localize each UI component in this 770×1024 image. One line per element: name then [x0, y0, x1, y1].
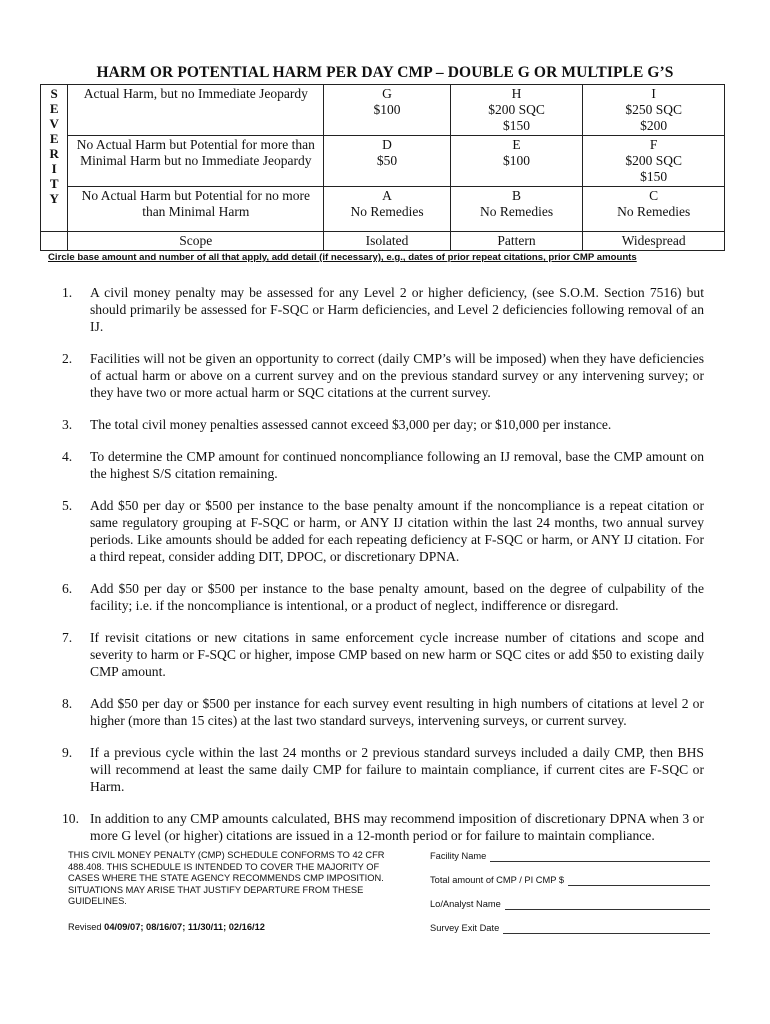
list-item: [62, 810, 704, 844]
severity-label-potential-more-than-minimal: No Actual Harm but Potential for more than Minimal Harm but no Immediate Jeopardy: [68, 136, 324, 187]
item-number: 1.: [62, 285, 73, 300]
list-item: [62, 497, 704, 565]
table-row: [41, 187, 725, 232]
item-number: 4.: [62, 449, 73, 464]
facility-name-field[interactable]: [430, 850, 710, 862]
item-text: Facilities will not be given an opportunity to correct (daily CMP’s will be imposed) when they have deficiencies of actual harm or above on a current survey and on the previous standard survey or any intervening survey; or they have two or more actual harm or SQC citations at the current survey.: [90, 351, 704, 400]
scope-pattern: Pattern: [450, 232, 583, 251]
table-row: [41, 232, 725, 251]
list-item: [62, 629, 704, 680]
page-title: HARM OR POTENTIAL HARM PER DAY CMP – DOUBLE G OR MULTIPLE G’S: [96, 64, 674, 81]
severity-letter: E: [49, 101, 59, 116]
cell-h: H $200 SQC $150: [450, 85, 583, 136]
item-number: 7.: [62, 630, 73, 645]
cell-c: C No Remedies: [583, 187, 725, 232]
item-text: The total civil money penalties assessed cannot exceed $3,000 per day; or $10,000 per instance.: [90, 417, 612, 432]
severity-letter: Y: [49, 191, 59, 206]
circle-instruction-note: Circle base amount and number of all that apply, add detail (if necessary), e.g., dates of prior repeat citations, prior CMP amounts: [48, 252, 637, 263]
item-text: To determine the CMP amount for continued noncompliance following an IJ removal, base the CMP amount on the highest S/S citation remaining.: [90, 449, 704, 481]
severity-letter: S: [50, 86, 58, 101]
cell-i: I $250 SQC $200: [583, 85, 725, 136]
fill-line[interactable]: [490, 852, 710, 862]
cell-a: A No Remedies: [324, 187, 450, 232]
field-label: Lo/Analyst Name: [430, 898, 501, 909]
list-item: [62, 580, 704, 614]
item-number: 3.: [62, 417, 73, 432]
cell-e: E $100: [450, 136, 583, 187]
item-text: In addition to any CMP amounts calculated, BHS may recommend imposition of discretionary DPNA when 3 or more G level (or higher) citations are issued in a 12-month period or for failure to maintain compliance.: [90, 811, 704, 843]
severity-axis-label: [41, 85, 68, 232]
table-row: [41, 136, 725, 187]
severity-label-actual-harm: Actual Harm, but no Immediate Jeopardy: [68, 85, 324, 136]
fill-line[interactable]: [568, 876, 710, 886]
severity-letter: T: [49, 176, 59, 191]
total-cmp-amount-field[interactable]: [430, 874, 710, 886]
severity-letter: V: [49, 116, 59, 131]
item-text: If a previous cycle within the last 24 months or 2 previous standard surveys included a daily CMP, then BHS will recommend at least the same daily CMP for failure to maintain compliance, if current cites are F-SQC or Harm.: [90, 745, 704, 794]
item-text: If revisit citations or new citations in same enforcement cycle increase number of citations and scope and severity to harm or F-SQC or higher, impose CMP based on new harm or SQC cites or add $50 to existing daily CMP amount.: [90, 630, 704, 679]
item-text: Add $50 per day or $500 per instance for each survey event resulting in high numbers of citations at level 2 or higher (more than 15 cites) at the last two standard surveys, intervening surveys, or current survey.: [90, 696, 704, 728]
blank-cell: [41, 232, 68, 251]
scope-widespread: Widespread: [583, 232, 725, 251]
fill-line[interactable]: [503, 924, 710, 934]
list-item: [62, 284, 704, 335]
table-row: [41, 85, 725, 136]
item-number: 5.: [62, 498, 73, 513]
survey-exit-date-field[interactable]: [430, 922, 710, 934]
list-item: [62, 744, 704, 795]
cell-g: G $100: [324, 85, 450, 136]
fill-line[interactable]: [505, 900, 710, 910]
signature-fields: [430, 850, 710, 946]
item-number: 8.: [62, 696, 73, 711]
revision-dates: [68, 922, 265, 932]
item-number: 2.: [62, 351, 73, 366]
item-number: 10.: [62, 811, 79, 826]
cmp-severity-scope-grid: [40, 84, 725, 251]
severity-letter: R: [49, 146, 59, 161]
item-number: 6.: [62, 581, 73, 596]
scope-isolated: Isolated: [324, 232, 450, 251]
list-item: [62, 448, 704, 482]
field-label: Total amount of CMP / PI CMP $: [430, 874, 565, 885]
cell-d: D $50: [324, 136, 450, 187]
list-item: [62, 416, 704, 433]
list-item: [62, 350, 704, 401]
item-number: 9.: [62, 745, 73, 760]
revised-dates-value: 04/09/07; 08/16/07; 11/30/11; 02/16/12: [104, 922, 265, 932]
field-label: Survey Exit Date: [430, 922, 500, 933]
item-text: A civil money penalty may be assessed for any Level 2 or higher deficiency, (see S.O.M. Section 7516) but should primarily be assessed for F-SQC or Harm deficiencies, and Level 2 deficiencies following removal of an IJ.: [90, 285, 704, 334]
cell-f: F $200 SQC $150: [583, 136, 725, 187]
scope-label: Scope: [68, 232, 324, 251]
item-text: Add $50 per day or $500 per instance to the base penalty amount, based on the degree of culpability of the facility; i.e. if the noncompliance is intentional, or a product of neglect, indifference or disregard.: [90, 581, 704, 613]
list-item: [62, 695, 704, 729]
item-text: Add $50 per day or $500 per instance to the base penalty amount if the noncompliance is a repeat citation or same regulatory grouping at F-SQC or harm, or ANY IJ citation within the last 24 months, two annual survey periods. Like amounts should be added for each repeating deficiency at F-SQC or harm, or ANY IJ citation. For a third repeat, consider adding DIT, DPOC, or discretionary DPNA.: [90, 498, 704, 564]
schedule-disclaimer: THIS CIVIL MONEY PENALTY (CMP) SCHEDULE CONFORMS TO 42 CFR 488.408. THIS SCHEDULE IS INTENDED TO COVER THE MAJORITY OF CASES WHERE THE STATE AGENCY RECOMMENDS CMP IMPOSITION. SITUATIONS MAY ARISE THAT JUSTIFY DEPARTURE FROM THESE GUIDELINES.: [68, 850, 385, 906]
severity-label-minimal: No Actual Harm but Potential for no more than Minimal Harm: [68, 187, 324, 232]
revised-label: Revised: [68, 922, 105, 932]
cell-b: B No Remedies: [450, 187, 583, 232]
severity-letter: I: [51, 161, 57, 176]
field-label: Facility Name: [430, 850, 487, 861]
analyst-name-field[interactable]: [430, 898, 710, 910]
severity-letter: E: [49, 131, 59, 146]
guideline-list: [62, 284, 704, 859]
